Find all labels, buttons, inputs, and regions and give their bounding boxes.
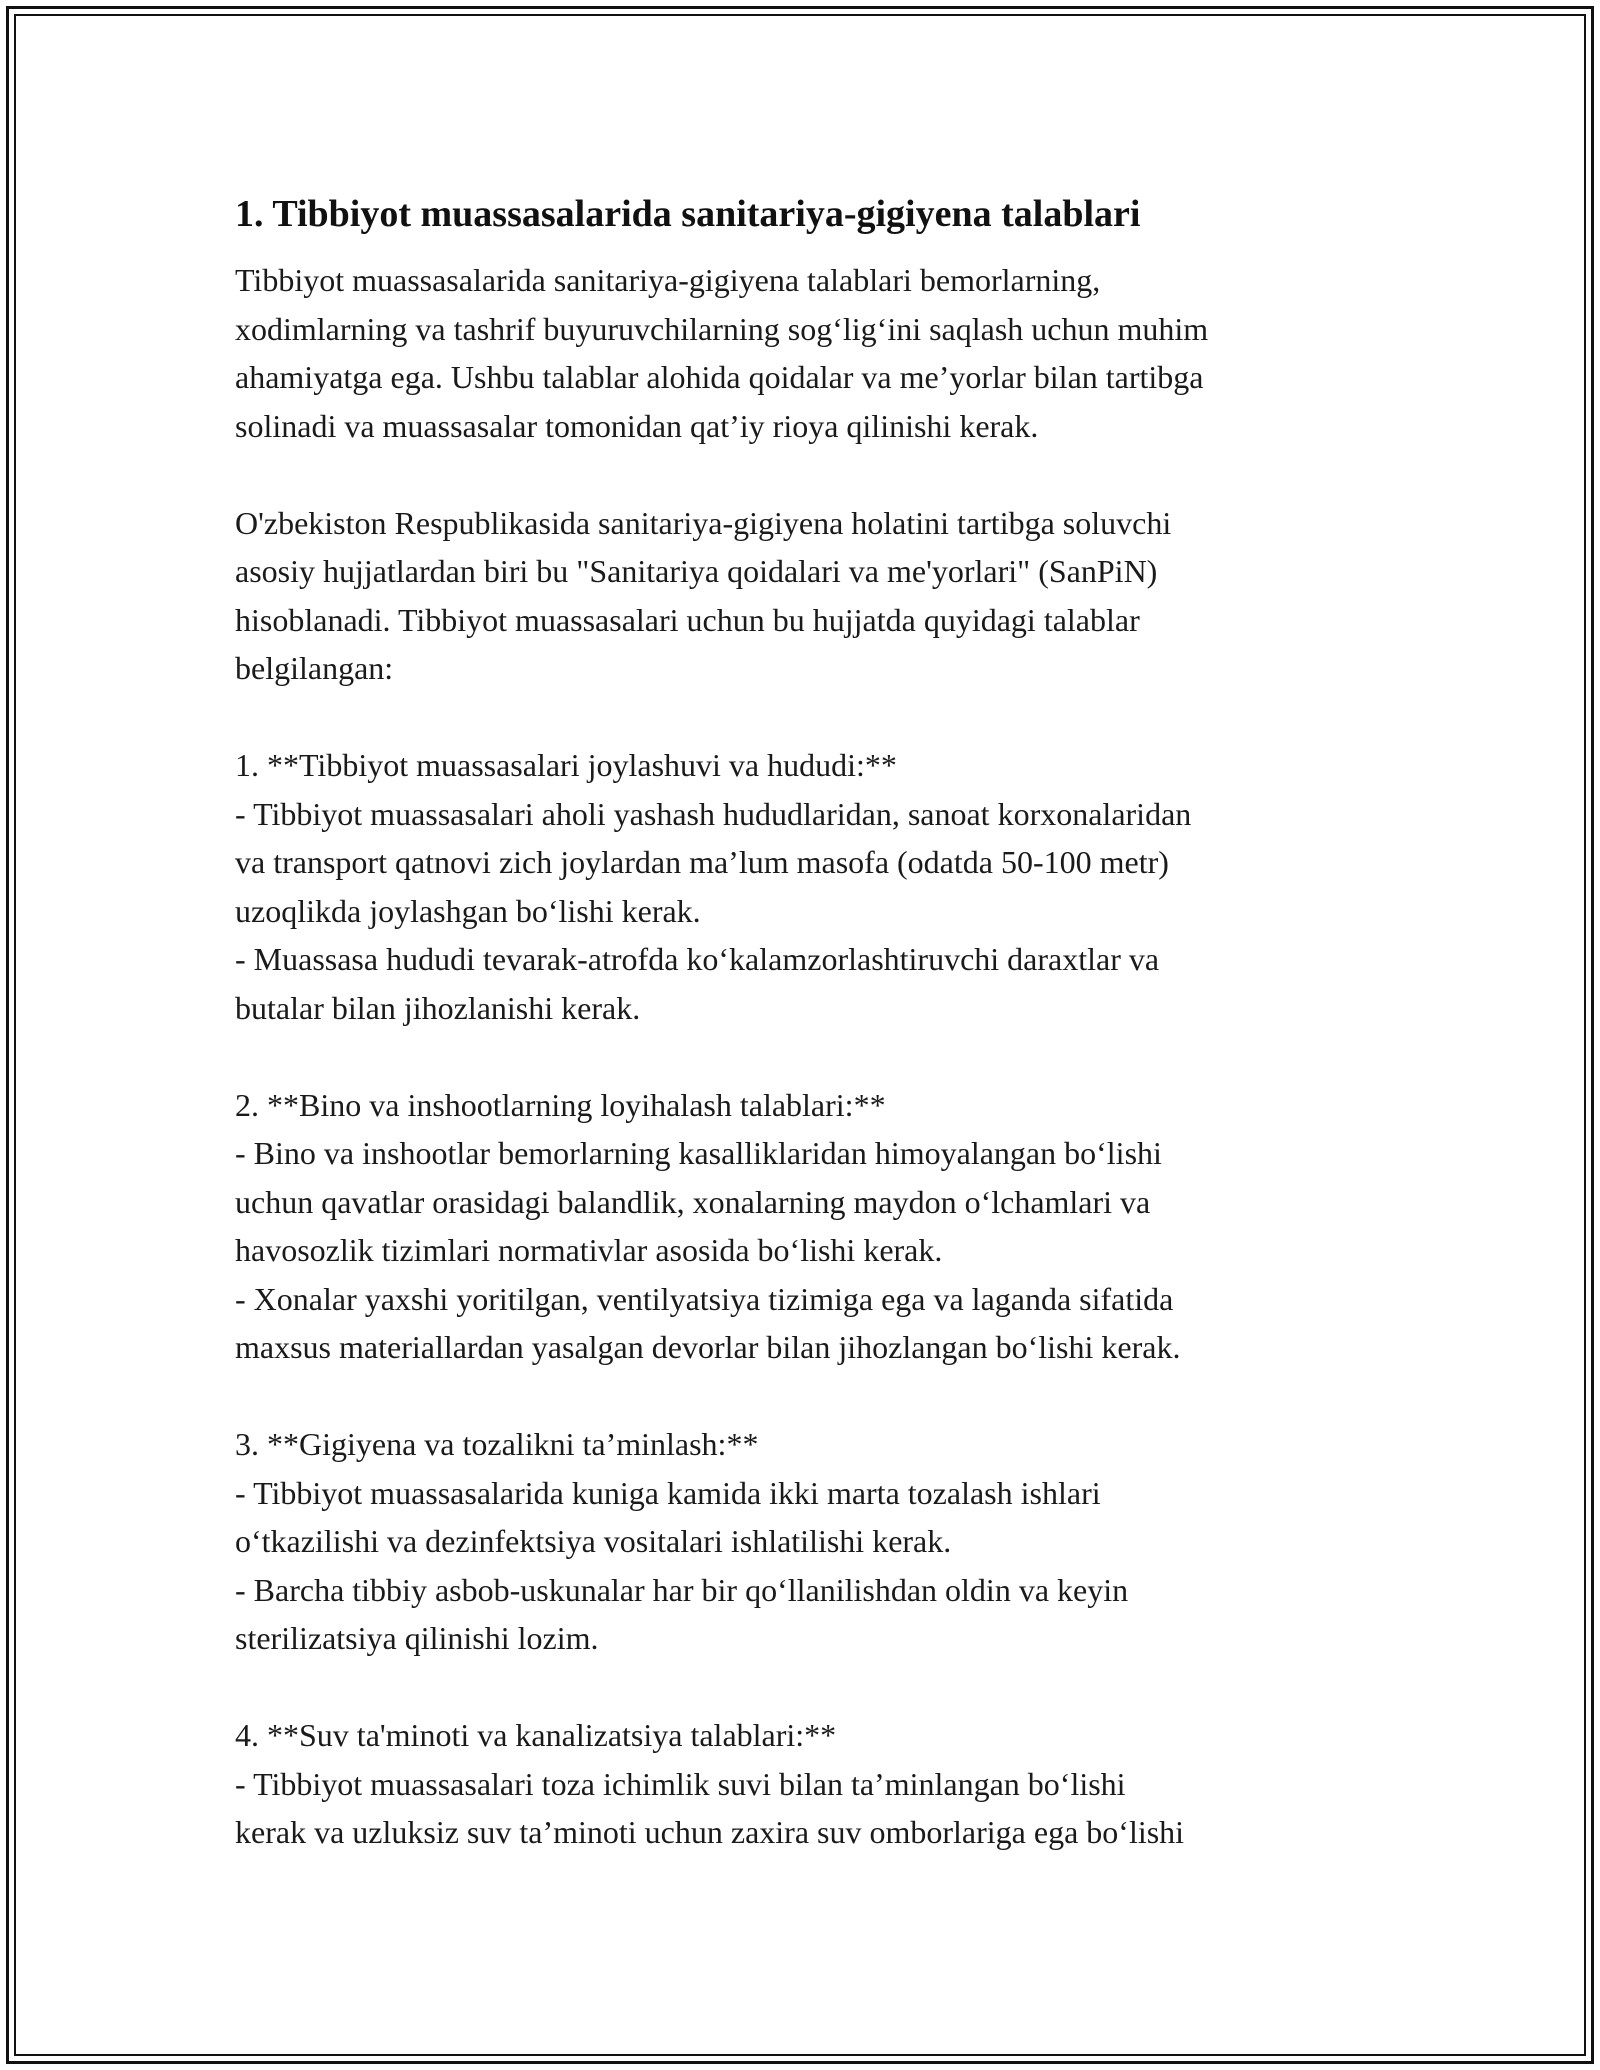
requirement-point: - Tibbiyot muassasalarida kuniga kamida ikki marta tozalash ishlari o‘tkazilishi va dezinfektsiya vositalari ishlatilishi kerak. [235, 1474, 1101, 1559]
paragraph-spacer [235, 1032, 1415, 1081]
requirement-point: - Tibbiyot muassasalari toza ichimlik suvi bilan ta’minlangan bo‘lishi kerak va uzluksiz suv ta’minoti uchun zaxira suv omborlariga ega bo‘lishi [235, 1765, 1185, 1850]
requirement-point: - Tibbiyot muassasalari aholi yashash hududlaridan, sanoat korxonalaridan va transport qatnovi zich joylardan ma’lum masofa (odatda 50-100 metr) uzoqlikda joylashgan bo‘lishi kerak. [235, 795, 1192, 929]
requirement-item-3 [235, 1420, 1415, 1663]
requirement-item-4 [235, 1711, 1415, 1857]
sanpin-paragraph: O'zbekiston Respublikasida sanitariya-gigiyena holatini tartibga soluvchi asosiy hujjatlardan biri bu "Sanitariya qoidalari va me'yorlari" (SanPiN) hisoblanadi. Tibbiyot muassasalari uchun bu hujjatda quyidagi talablar belgilangan: [235, 504, 1172, 686]
paragraph-spacer [235, 693, 1415, 742]
paragraph-spacer [235, 1663, 1415, 1712]
requirement-item-1 [235, 741, 1415, 1032]
paragraph-spacer [235, 450, 1415, 499]
requirement-point: - Xonalar yaxshi yoritilgan, ventilyatsiya tizimiga ega va laganda sifatida maxsus materiallardan yasalgan devorlar bilan jihozlangan bo‘lishi kerak. [235, 1280, 1181, 1365]
document-body [235, 186, 1415, 1857]
requirement-point: - Muassasa hududi tevarak-atrofda ko‘kalamzorlashtiruvchi daraxtlar va butalar bilan jihozlanishi kerak. [235, 941, 1160, 1026]
requirement-item-2 [235, 1081, 1415, 1372]
requirement-title: 2. **Bino va inshootlarning loyihalash talablari:** [235, 1086, 886, 1123]
requirement-point: - Bino va inshootlar bemorlarning kasalliklaridan himoyalangan bo‘lishi uchun qavatlar orasidagi balandlik, xonalarning maydon o‘lchamlari va havosozlik tizimlari normativlar asosida bo‘lishi kerak. [235, 1135, 1162, 1268]
intro-paragraph: Tibbiyot muassasalarida sanitariya-gigiyena talablari bemorlarning, xodimlarning va tashrif buyuruvchilarning sog‘lig‘ini saqlash uchun muhim ahamiyatga ega. Ushbu talablar alohida qoidalar va me’yorlar bilan tartibga solinadi va muassasalar tomonidan qat’iy rioya qilinishi kerak. [235, 262, 1209, 444]
paragraph-spacer [235, 1372, 1415, 1421]
requirement-point: - Barcha tibbiy asbob-uskunalar har bir qo‘llanilishdan oldin va keyin sterilizatsiya qilinishi lozim. [235, 1571, 1129, 1656]
requirement-title: 3. **Gigiyena va tozalikni ta’minlash:** [235, 1426, 759, 1462]
requirement-title: 4. **Suv ta'minoti va kanalizatsiya talablari:** [235, 1717, 837, 1753]
section-heading: 1. Tibbiyot muassasalarida sanitariya-gigiyena talablari [235, 193, 1141, 235]
requirement-title: 1. **Tibbiyot muassasalari joylashuvi va hududi:** [235, 747, 897, 783]
